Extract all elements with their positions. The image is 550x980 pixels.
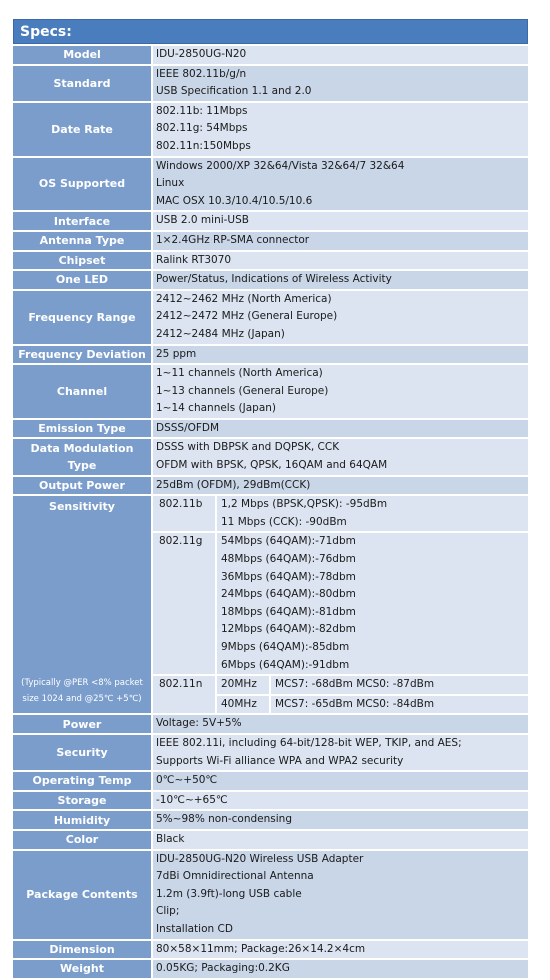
spec-line: 6Mbps (64QAM):-91dbm xyxy=(221,658,350,671)
spec-value-storage xyxy=(153,792,528,810)
spec-label-storage: Storage xyxy=(13,792,153,810)
spec-label-sensitivity xyxy=(13,496,153,713)
spec-line: OFDM with BPSK, QPSK, 16QAM and 64QAM xyxy=(156,459,388,472)
spec-line: 1,2 Mbps (BPSK,QPSK): -95dBm xyxy=(221,498,388,511)
sensitivity-band-value: MCS7: -65dBm MCS0: -84dBm xyxy=(271,694,528,714)
spec-label-channel: Channel xyxy=(13,365,153,418)
spec-line: 5%~98% non-condensing xyxy=(156,813,292,826)
spec-line: DSSS/OFDM xyxy=(156,421,220,434)
spec-line: IDU-2850UG-N20 xyxy=(156,48,247,60)
spec-line: Voltage: 5V+5% xyxy=(156,717,242,730)
sensitivity-band: 20MHz xyxy=(217,676,271,694)
spec-value-os xyxy=(153,158,528,211)
spec-value-sensitivity xyxy=(153,496,528,713)
spec-value-security xyxy=(153,735,528,770)
spec-line: 1~13 channels (General Europe) xyxy=(156,384,329,397)
sensitivity-note xyxy=(13,675,151,707)
spec-line: USB Specification 1.1 and 2.0 xyxy=(156,85,312,98)
spec-line: 9Mbps (64QAM):-85dbm xyxy=(221,641,350,653)
sensitivity-n-row xyxy=(217,676,528,694)
spec-value-humidity xyxy=(153,811,528,829)
spec-label-rate: Date Rate xyxy=(13,103,153,156)
spec-line: 0.05KG; Packaging:0.2KG xyxy=(156,962,290,975)
spec-line: 2412~2472 MHz (General Europe) xyxy=(156,310,338,323)
spec-label-power: Power xyxy=(13,715,153,733)
spec-label-dimension: Dimension xyxy=(13,941,153,959)
specs-sheet xyxy=(13,19,528,980)
sensitivity-table xyxy=(153,494,528,715)
spec-line: Installation CD xyxy=(156,922,233,935)
spec-row-freq xyxy=(13,291,528,344)
spec-row-power xyxy=(13,715,528,733)
spec-line: 802.11n:150Mbps xyxy=(156,139,251,152)
spec-line: 1×2.4GHz RP-SMA connector xyxy=(156,233,310,246)
spec-value-optemp xyxy=(153,772,528,790)
spec-value-interface xyxy=(153,212,528,230)
spec-value-chipset xyxy=(153,252,528,270)
spec-line: USB 2.0 mini-USB xyxy=(156,214,249,227)
spec-label-standard: Standard xyxy=(13,66,153,101)
spec-line: 1.2m (3.9ft)-long USB cable xyxy=(156,887,302,900)
spec-label-model: Model xyxy=(13,46,153,64)
spec-value-led xyxy=(153,271,528,289)
spec-label-led: One LED xyxy=(13,271,153,289)
spec-line: 36Mbps (64QAM):-78dbm xyxy=(221,570,356,583)
spec-line: Windows 2000/XP 32&64/Vista 32&64/7 32&64 xyxy=(156,159,405,172)
spec-line: 0℃~+50℃ xyxy=(156,774,218,787)
specs-header: Specs: xyxy=(13,19,528,44)
spec-line: 1~14 channels (Japan) xyxy=(156,402,277,415)
spec-line: Supports Wi-Fi alliance WPA and WPA2 security xyxy=(156,754,404,767)
spec-row-output xyxy=(13,477,528,495)
spec-row-dimension xyxy=(13,941,528,959)
spec-row-model xyxy=(13,46,528,64)
spec-line: 1~11 channels (North America) xyxy=(156,367,323,380)
spec-label-modulation xyxy=(13,439,153,474)
spec-row-standard xyxy=(13,66,528,101)
sensitivity-mode: 802.11g xyxy=(153,533,217,674)
spec-label-interface: Interface xyxy=(13,212,153,230)
spec-value-deviation xyxy=(153,346,528,364)
spec-value-dimension xyxy=(153,941,528,959)
spec-label-color: Color xyxy=(13,831,153,849)
spec-value-standard xyxy=(153,66,528,101)
sensitivity-note-line: size 1024 and @25℃ +5℃) xyxy=(22,694,142,705)
spec-row-modulation xyxy=(13,439,528,474)
spec-line: 25dBm (OFDM), 29dBm(CCK) xyxy=(156,478,311,491)
spec-line: IEEE 802.11b/g/n xyxy=(156,67,247,80)
spec-label-line: Data Modulation xyxy=(30,442,134,456)
spec-label-antenna: Antenna Type xyxy=(13,232,153,250)
spec-label-chipset: Chipset xyxy=(13,252,153,270)
spec-label-line: Type xyxy=(67,459,97,473)
spec-line: DSSS with DBPSK and DQPSK, CCK xyxy=(156,441,340,454)
sensitivity-n-row xyxy=(217,694,528,714)
sensitivity-values xyxy=(217,496,528,531)
spec-label-os: OS Supported xyxy=(13,158,153,211)
specs-table xyxy=(13,44,528,980)
spec-line: 48Mbps (64QAM):-76dbm xyxy=(221,553,356,566)
spec-value-modulation xyxy=(153,439,528,474)
sensitivity-row-b xyxy=(153,496,528,531)
spec-row-package xyxy=(13,851,528,939)
spec-row-chipset xyxy=(13,252,528,270)
spec-row-antenna xyxy=(13,232,528,250)
spec-row-humidity xyxy=(13,811,528,829)
spec-line: IDU-2850UG-N20 Wireless USB Adapter xyxy=(156,852,364,865)
spec-line: 2412~2462 MHz (North America) xyxy=(156,292,332,305)
spec-row-optemp xyxy=(13,772,528,790)
spec-line: Ralink RT3070 xyxy=(156,253,232,266)
spec-row-os xyxy=(13,158,528,211)
sensitivity-mode: 802.11n xyxy=(153,676,217,713)
spec-line: Power/Status, Indications of Wireless Activity xyxy=(156,273,392,286)
spec-value-output xyxy=(153,477,528,495)
spec-label-humidity: Humidity xyxy=(13,811,153,829)
spec-label-emission: Emission Type xyxy=(13,420,153,438)
spec-value-freq xyxy=(153,291,528,344)
sensitivity-row-g xyxy=(153,533,528,674)
spec-value-channel xyxy=(153,365,528,418)
sensitivity-note-line: (Typically @PER <8% packet xyxy=(21,678,143,689)
spec-line: 7dBi Omnidirectional Antenna xyxy=(156,870,314,883)
spec-value-model xyxy=(153,46,528,64)
spec-label-weight: Weight xyxy=(13,960,153,978)
spec-row-rate xyxy=(13,103,528,156)
sensitivity-band: 40MHz xyxy=(217,694,271,714)
spec-line: 80×58×11mm; Package:26×14.2×4cm xyxy=(156,942,366,955)
spec-line: 18Mbps (64QAM):-81dbm xyxy=(221,605,356,618)
sensitivity-n-table xyxy=(217,676,528,713)
spec-row-emission xyxy=(13,420,528,438)
spec-row-sensitivity xyxy=(13,496,528,713)
spec-value-rate xyxy=(153,103,528,156)
spec-line: 54Mbps (64QAM):-71dbm xyxy=(221,535,356,548)
sensitivity-values xyxy=(217,533,528,674)
spec-line: 24Mbps (64QAM):-80dbm xyxy=(221,588,356,601)
sensitivity-row-n xyxy=(153,676,528,713)
spec-line: Clip; xyxy=(156,905,180,918)
spec-line: 802.11b: 11Mbps xyxy=(156,104,248,117)
specs-table-body xyxy=(13,46,528,978)
spec-row-security xyxy=(13,735,528,770)
spec-line: 802.11g: 54Mbps xyxy=(156,122,248,135)
spec-row-channel xyxy=(13,365,528,418)
sensitivity-title: Sensitivity xyxy=(49,500,115,514)
spec-value-antenna xyxy=(153,232,528,250)
spec-label-package: Package Contents xyxy=(13,851,153,939)
spec-row-weight xyxy=(13,960,528,978)
spec-line: 25 ppm xyxy=(156,347,197,360)
spec-value-power xyxy=(153,715,528,733)
spec-line: MAC OSX 10.3/10.4/10.5/10.6 xyxy=(156,194,313,207)
spec-line: 11 Mbps (CCK): -90dBm xyxy=(221,515,347,528)
spec-label-deviation: Frequency Deviation xyxy=(13,346,153,364)
spec-label-security: Security xyxy=(13,735,153,770)
spec-line: 2412~2484 MHz (Japan) xyxy=(156,327,285,340)
spec-row-led xyxy=(13,271,528,289)
spec-value-color xyxy=(153,831,528,849)
spec-line: IEEE 802.11i, including 64-bit/128-bit WEP, TKIP, and AES; xyxy=(156,736,462,749)
spec-row-deviation xyxy=(13,346,528,364)
spec-line: -10℃~+65℃ xyxy=(156,793,228,806)
sensitivity-band-value: MCS7: -68dBm MCS0: -87dBm xyxy=(271,676,528,694)
sensitivity-n-cell xyxy=(217,676,528,713)
spec-row-interface xyxy=(13,212,528,230)
spec-label-output: Output Power xyxy=(13,477,153,495)
sensitivity-mode: 802.11b xyxy=(153,496,217,531)
spec-row-color xyxy=(13,831,528,849)
spec-line: Black xyxy=(156,832,185,845)
spec-row-storage xyxy=(13,792,528,810)
spec-label-optemp: Operating Temp xyxy=(13,772,153,790)
spec-value-package xyxy=(153,851,528,939)
spec-line: Linux xyxy=(156,177,185,190)
spec-line: 12Mbps (64QAM):-82dbm xyxy=(221,623,356,636)
spec-value-weight xyxy=(153,960,528,978)
spec-value-emission xyxy=(153,420,528,438)
spec-label-freq: Frequency Range xyxy=(13,291,153,344)
